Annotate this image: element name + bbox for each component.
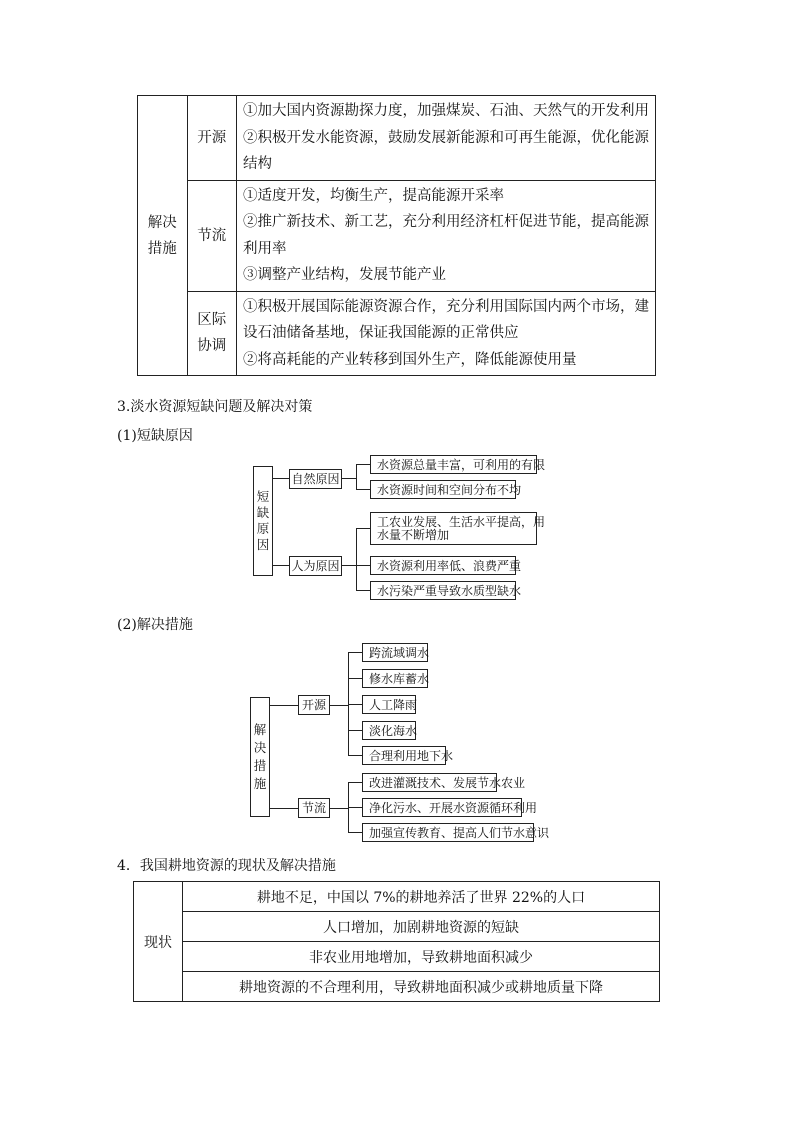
farmland-status-table: [133, 881, 660, 1002]
natural-cause-box: 自然原因: [289, 469, 342, 489]
category-cell: [187, 96, 237, 181]
open-item-box: 修水库蓄水: [362, 669, 428, 688]
connector-line: [270, 705, 298, 706]
content-cell: [237, 180, 656, 291]
content-line: ②推广新技术、新工艺，充分利用经济杠杆促进节能，提高能源: [243, 214, 649, 230]
content-line: ③调整产业结构，发展节能产业: [243, 267, 446, 283]
content-line: ②积极开发水能资源，鼓励发展新能源和可再生能源，优化能源: [243, 129, 649, 146]
save-item-box: 净化污水、开展水资源循环利用: [362, 798, 522, 817]
section3-sub2: (2)解决措施: [117, 617, 193, 633]
connector-line: [330, 705, 348, 706]
root-char: 措: [253, 758, 267, 773]
open-item-box: 淡化海水: [362, 721, 416, 740]
content-cell: [237, 96, 656, 181]
content-line: ①加大国内资源勘探力度，加强煤炭、石油、天然气的开发利用: [243, 103, 649, 119]
content-line: 设石油储备基地，保证我国能源的正常供应: [243, 325, 519, 341]
open-item-box: 合理利用地下水: [362, 746, 446, 765]
content-line: 利用率: [243, 240, 287, 257]
connector-line: [273, 478, 289, 479]
connector-line: [348, 678, 362, 679]
connector-line: [342, 565, 356, 566]
diagram1-root: [253, 466, 273, 576]
table-row: [138, 180, 656, 291]
measures-main-label-line2: 措施: [147, 240, 177, 257]
root-char: 决: [253, 740, 267, 755]
status-label: 现状: [134, 882, 183, 1002]
category-label: 协调: [197, 338, 227, 355]
section4-title: 4．我国耕地资源的现状及解决措施: [117, 858, 336, 874]
category-label: 节流: [197, 227, 227, 244]
root-char: 短: [256, 489, 270, 504]
connector-line: [348, 755, 362, 756]
root-char: 原: [256, 521, 270, 536]
human-item-line: 水量不断增加: [377, 528, 450, 542]
table-row: [134, 912, 660, 942]
connector-line: [348, 704, 362, 705]
save-item-box: 改进灌溉技术、发展节水农业: [362, 773, 497, 792]
table-row: [134, 942, 660, 972]
status-cell: 耕地不足，中国以 7%的耕地养活了世界 22%的人口: [183, 882, 660, 912]
connector-line: [356, 528, 357, 591]
table-row: [138, 96, 656, 181]
human-item-box: [370, 512, 546, 545]
connector-line: [356, 565, 370, 566]
status-cell: 耕地资源的不合理利用，导致耕地面积减少或耕地质量下降: [183, 972, 660, 1002]
content-cell: [237, 291, 656, 376]
connector-line: [356, 590, 370, 591]
connector-line: [348, 807, 362, 808]
human-item-box: 水污染严重导致水质型缺水: [370, 581, 516, 600]
human-cause-box: 人为原因: [289, 556, 342, 576]
save-item-box: 加强宣传教育、提高人们节水意识: [362, 823, 534, 842]
connector-line: [342, 478, 356, 479]
connector-line: [356, 464, 357, 490]
measures-main-label: [138, 96, 188, 376]
content-line: ①适度开发，均衡生产，提高能源开采率: [243, 187, 504, 204]
root-char: 解: [253, 722, 267, 737]
section3-sub1: (1)短缺原因: [117, 428, 193, 444]
content-line: ②将高耗能的产业转移到国外生产，降低能源使用量: [243, 351, 577, 368]
table-row: [134, 882, 660, 912]
connector-line: [356, 528, 370, 529]
connector-line: [356, 489, 370, 490]
human-item-box: 水资源利用率低、浪费严重: [370, 556, 516, 575]
category-cell: [187, 291, 237, 376]
content-line: 结构: [243, 156, 272, 172]
table-row: [138, 291, 656, 376]
connector-line: [348, 652, 362, 653]
root-char: 缺: [256, 505, 270, 520]
status-cell: 人口增加，加剧耕地资源的短缺: [183, 912, 660, 942]
connector-line: [348, 730, 362, 731]
status-cell: 非农业用地增加，导致耕地面积减少: [183, 942, 660, 972]
save-box: 节流: [298, 798, 330, 818]
open-item-box: 跨流域调水: [362, 643, 428, 662]
connector-line: [348, 782, 362, 783]
connector-line: [273, 565, 289, 566]
measures-main-label-line1: 解决: [147, 214, 177, 231]
energy-measures-table: [137, 95, 656, 376]
table-row: [134, 972, 660, 1002]
category-label: 开源: [197, 129, 227, 146]
root-char: 因: [256, 537, 270, 552]
connector-line: [270, 808, 298, 809]
diagram2-root: [250, 697, 270, 817]
open-source-box: 开源: [298, 695, 330, 715]
content-line: ①积极开展国际能源资源合作，充分利用国际国内两个市场，建: [243, 298, 649, 315]
category-cell: [187, 180, 237, 291]
natural-item-box: 水资源总量丰富，可利用的有限: [370, 455, 537, 474]
section3-title: 3.淡水资源短缺问题及解决对策: [117, 399, 313, 415]
natural-item-box: 水资源时间和空间分布不均: [370, 480, 516, 499]
connector-line: [356, 464, 370, 465]
category-label: 区际: [197, 312, 227, 329]
connector-line: [330, 808, 348, 809]
connector-line: [348, 832, 362, 833]
open-item-box: 人工降雨: [362, 695, 416, 714]
human-item-line: 工农业发展、生活水平提高，用: [377, 515, 546, 529]
root-char: 施: [253, 776, 267, 791]
